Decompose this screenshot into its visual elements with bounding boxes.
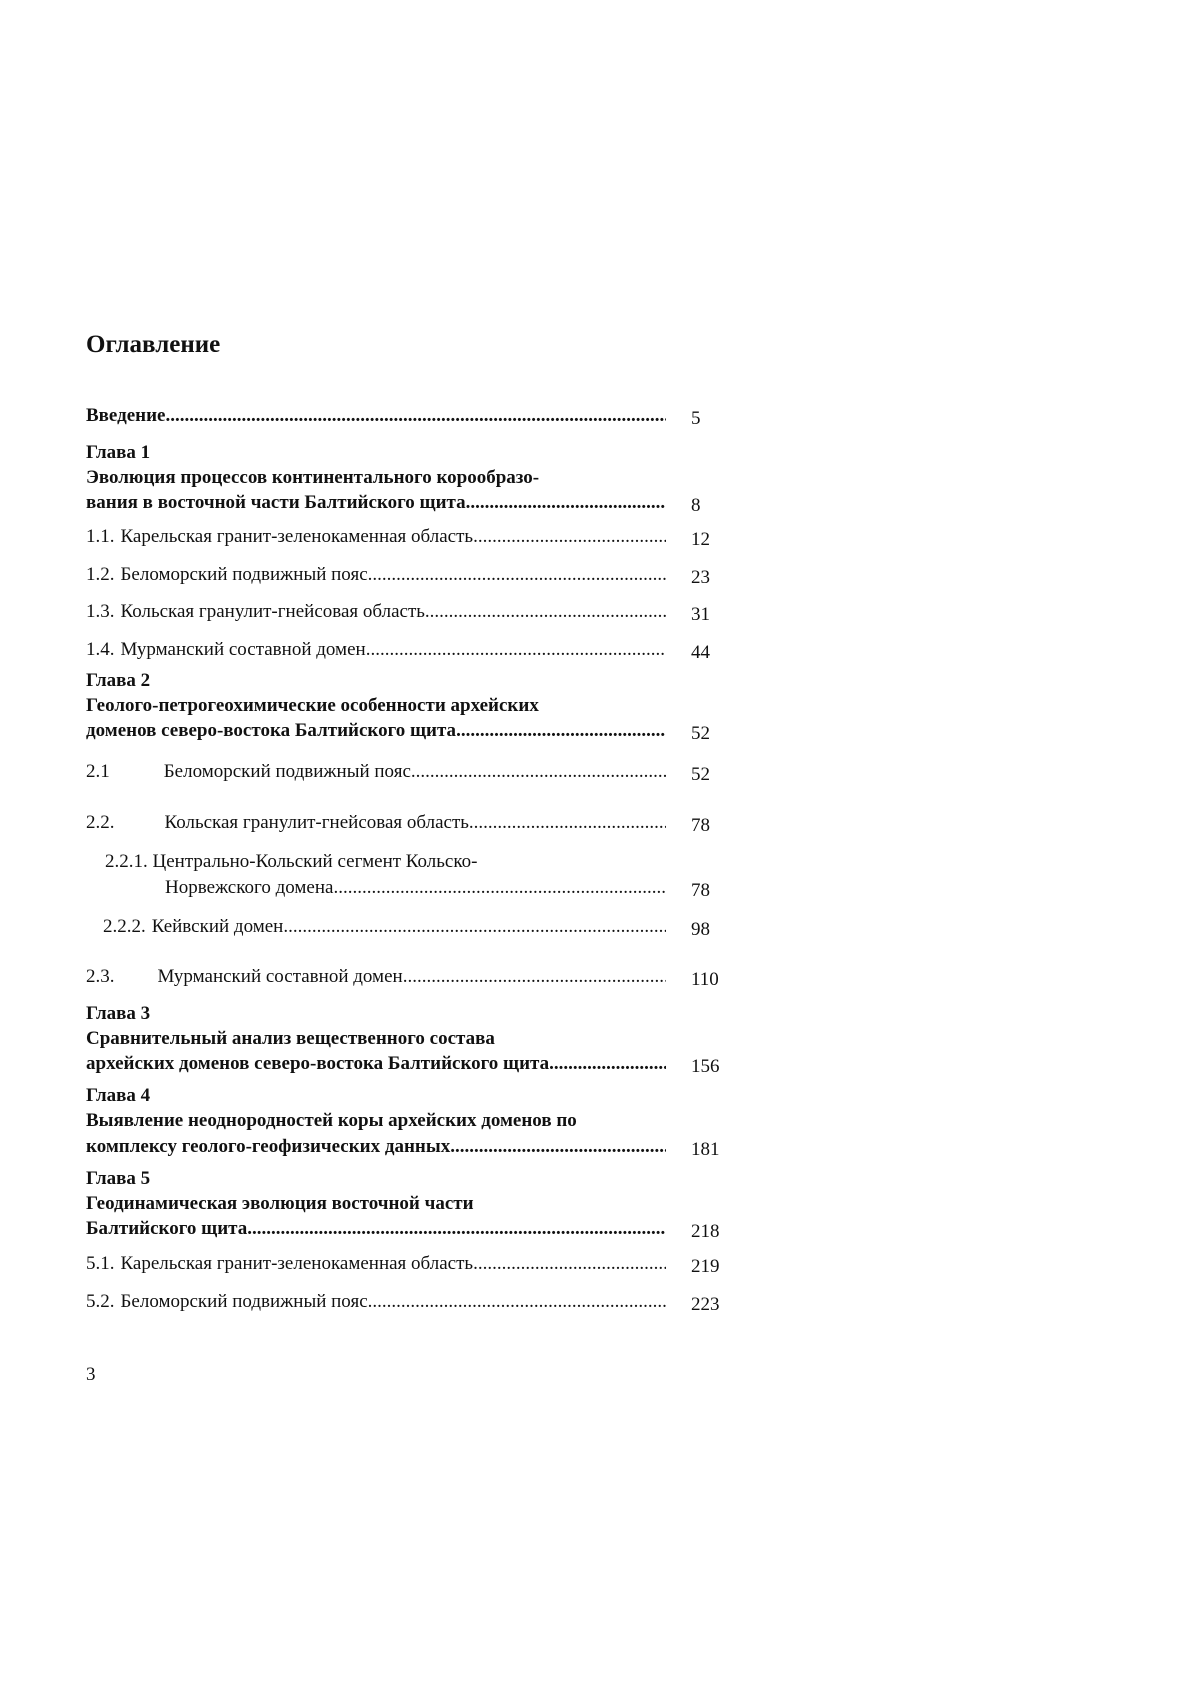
toc-page-number: 31: [691, 604, 710, 625]
dot-leader: [366, 637, 666, 663]
dot-leader: [283, 914, 666, 940]
dot-leader: [333, 875, 666, 901]
dot-leader: [411, 759, 666, 785]
section-label: Карельская гранит-зеленокаменная область: [120, 526, 474, 547]
chapter-title-2-line1: Геолого-петрогеохимические особенности архейских: [86, 695, 539, 716]
toc-entry-chapter-5[interactable]: [86, 1216, 666, 1242]
toc-entry-1-2[interactable]: [86, 562, 666, 588]
page-title: Оглавление: [86, 331, 221, 358]
chapter-heading-5: Глава 5: [86, 1168, 151, 1189]
dot-leader: [247, 1216, 666, 1242]
toc-page-number: 52: [691, 723, 710, 744]
chapter-title-1-line2: вания в восточной части Балтийского щита: [86, 492, 466, 513]
dot-leader: [450, 1134, 666, 1160]
dot-leader: [456, 718, 666, 744]
section-label: Центрально-Кольский сегмент Кольско-: [152, 851, 478, 872]
section-label: Кольская гранулит-гнейсовая область: [120, 601, 425, 622]
section-number: 2.2.: [86, 812, 115, 833]
chapter-heading-2: Глава 2: [86, 670, 151, 691]
section-label: Карельская гранит-зеленокаменная область: [120, 1253, 474, 1274]
chapter-title-5-line2: Балтийского щита: [86, 1218, 248, 1239]
chapter-heading-1: Глава 1: [86, 442, 151, 463]
section-label: Мурманский составной домен: [157, 966, 403, 987]
toc-entry-1-1[interactable]: [86, 524, 666, 550]
dot-leader: [473, 524, 666, 550]
section-label: Беломорский подвижный пояс: [163, 761, 411, 782]
chapter-title-4-line2: комплексу геолого-геофизических данных: [86, 1136, 451, 1157]
section-label: Кольская гранулит-гнейсовая область: [164, 812, 469, 833]
toc-page-number: 181: [691, 1139, 720, 1160]
toc-entry-label: Введение: [86, 405, 166, 426]
toc-entry-2-2-1-line2[interactable]: [165, 875, 666, 901]
section-number: 1.2.: [86, 564, 115, 585]
section-label: Кейвский домен: [151, 916, 284, 937]
dot-leader: [549, 1051, 666, 1077]
toc-entry-5-1[interactable]: [86, 1251, 666, 1277]
toc-page-number: 78: [691, 880, 710, 901]
toc-entry-intro[interactable]: [86, 403, 666, 429]
section-label: Мурманский составной домен: [120, 639, 366, 660]
section-label: Норвежского домена: [165, 877, 334, 898]
toc-page-number: 223: [691, 1294, 720, 1315]
chapter-title-2-line2: доменов северо-востока Балтийского щита: [86, 720, 457, 741]
toc-page-number: 44: [691, 642, 710, 663]
toc-page-number: 110: [691, 969, 719, 990]
section-number: 5.2.: [86, 1291, 115, 1312]
toc-entry-2-2[interactable]: [86, 810, 666, 836]
toc-entry-chapter-2[interactable]: [86, 718, 666, 744]
section-number: 1.1.: [86, 526, 115, 547]
section-number: 2.2.1.: [105, 851, 148, 872]
page-number: 3: [86, 1364, 96, 1385]
dot-leader: [166, 403, 667, 429]
toc-entry-chapter-3[interactable]: [86, 1051, 666, 1077]
dot-leader: [473, 1251, 666, 1277]
chapter-title-3-line2: архейских доменов северо-востока Балтийского щита: [86, 1053, 550, 1074]
section-label: Беломорский подвижный пояс: [120, 1291, 368, 1312]
toc-entry-5-2[interactable]: [86, 1289, 666, 1315]
toc-page-number: 23: [691, 567, 710, 588]
chapter-title-5-line1: Геодинамическая эволюция восточной части: [86, 1193, 474, 1214]
dot-leader: [403, 964, 666, 990]
toc-entry-2-1[interactable]: [86, 759, 666, 785]
section-number: 1.3.: [86, 601, 115, 622]
chapter-title-4-line1: Выявление неоднородностей коры архейских доменов по: [86, 1110, 577, 1131]
toc-entry-chapter-1[interactable]: [86, 490, 666, 516]
toc-page-number: 12: [691, 529, 710, 550]
dot-leader: [466, 490, 666, 516]
toc-page-number: 52: [691, 764, 710, 785]
section-number: 1.4.: [86, 639, 115, 660]
toc-page-number: 219: [691, 1256, 720, 1277]
toc-entry-chapter-4[interactable]: [86, 1134, 666, 1160]
dot-leader: [368, 1289, 666, 1315]
dot-leader: [469, 810, 666, 836]
section-label: Беломорский подвижный пояс: [120, 564, 368, 585]
section-number: 2.2.2.: [103, 916, 146, 937]
toc-entry-1-3[interactable]: [86, 599, 666, 625]
chapter-title-3-line1: Сравнительный анализ вещественного состава: [86, 1028, 495, 1049]
chapter-title-1-line1: Эволюция процессов континентального корообразо-: [86, 467, 540, 488]
toc-page-number: 218: [691, 1221, 720, 1242]
section-number: 2.3.: [86, 966, 115, 987]
chapter-heading-4: Глава 4: [86, 1085, 151, 1106]
chapter-heading-3: Глава 3: [86, 1003, 151, 1024]
toc-page-number: 156: [691, 1056, 720, 1077]
toc-entry-2-2-2[interactable]: [103, 914, 666, 940]
dot-leader: [425, 599, 666, 625]
toc-entry-2-2-1-line1[interactable]: [105, 849, 477, 875]
section-number: 2.1: [86, 761, 110, 782]
toc-page-number: 8: [691, 495, 701, 516]
toc-entry-2-3[interactable]: [86, 964, 666, 990]
dot-leader: [368, 562, 666, 588]
toc-entry-1-4[interactable]: [86, 637, 666, 663]
section-number: 5.1.: [86, 1253, 115, 1274]
toc-page-number: 78: [691, 815, 710, 836]
toc-page-number: 98: [691, 919, 710, 940]
toc-page-number: 5: [691, 408, 701, 429]
